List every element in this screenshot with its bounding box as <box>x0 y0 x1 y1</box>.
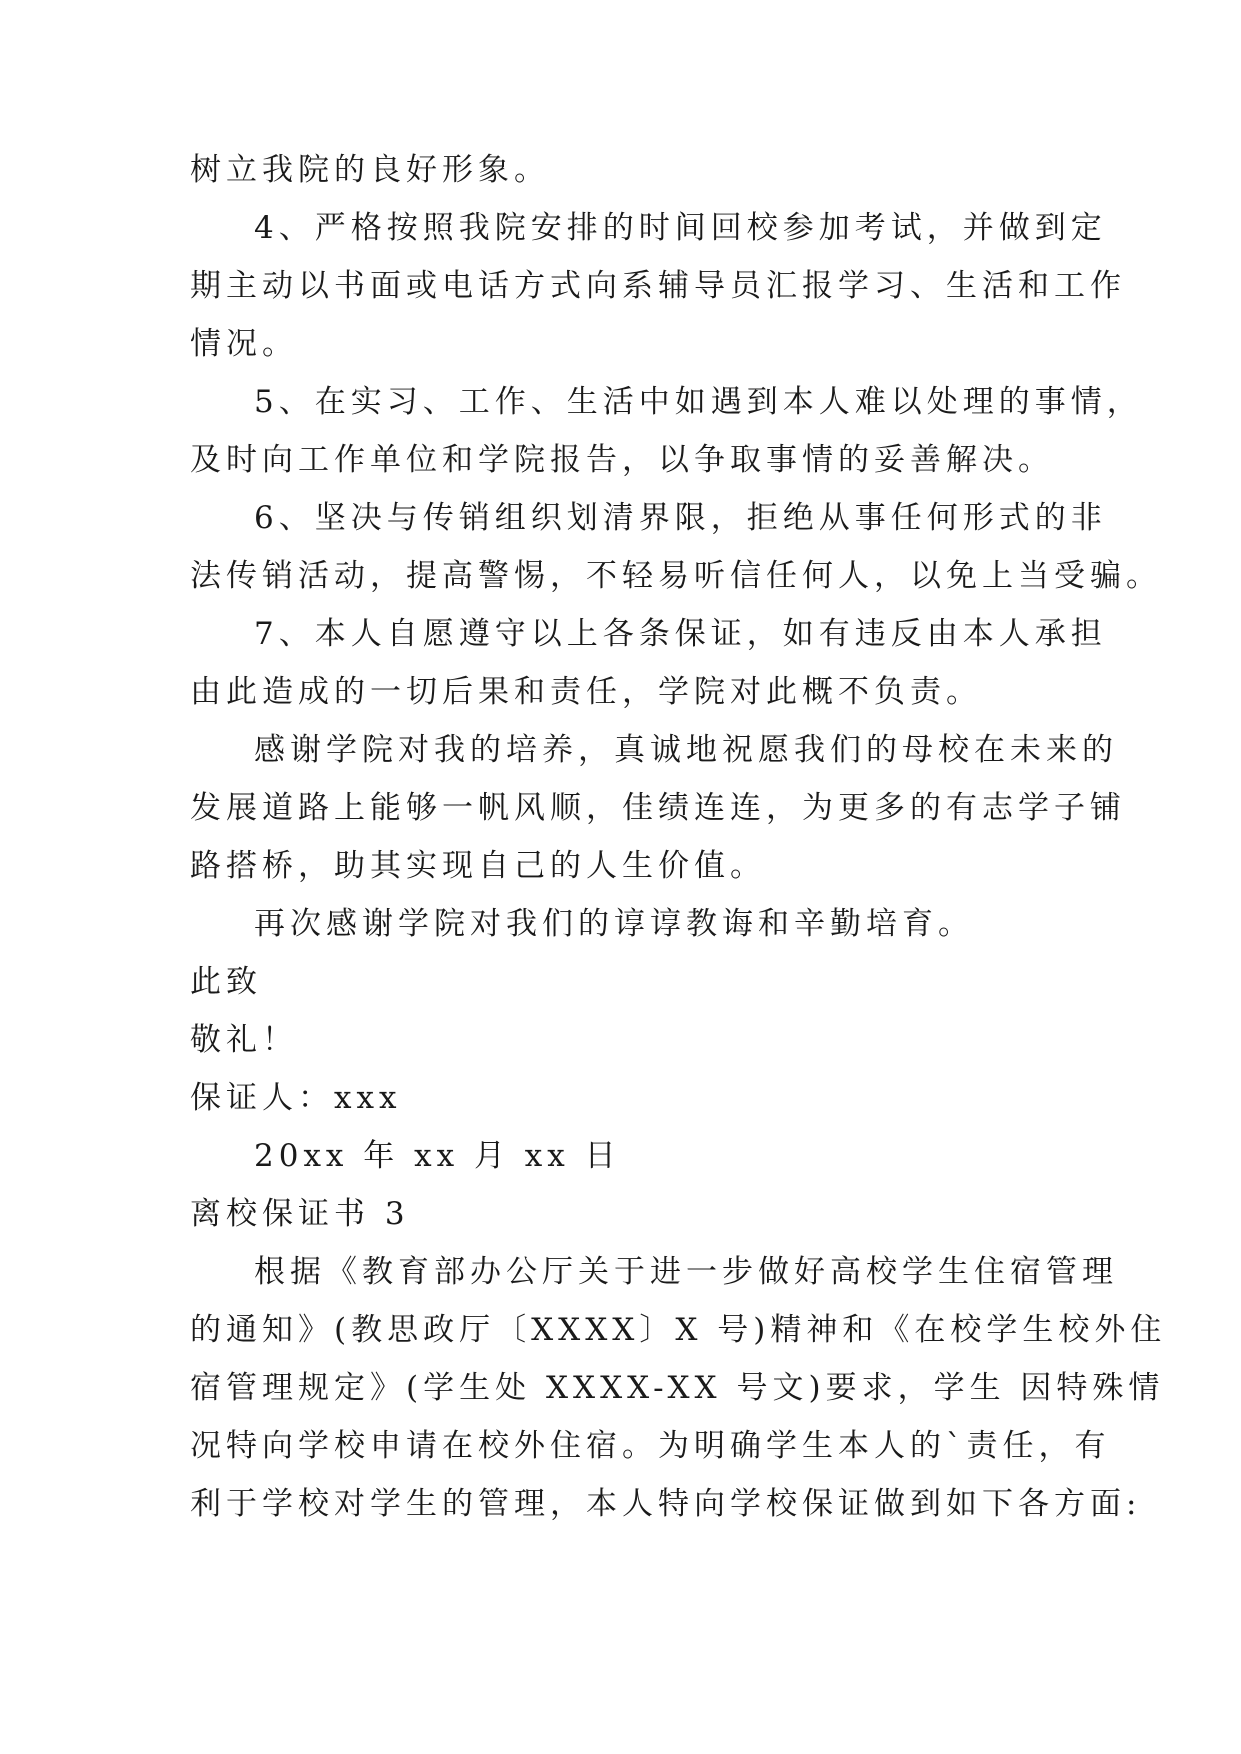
text-line: 6、坚决与传销组织划清界限，拒绝从事任何形式的非 <box>254 500 1107 536</box>
text-line: 的通知》(教思政厅〔XXXX〕X 号)精神和《在校学生校外住 <box>190 1312 1167 1348</box>
text-line: 法传销活动，提高警惕，不轻易听信任何人，以免上当受骗。 <box>190 558 1162 594</box>
text-line: 树立我院的良好形象。 <box>190 152 550 188</box>
text-line: 由此造成的一切后果和责任，学院对此概不负责。 <box>190 674 982 710</box>
text-line: 7、本人自愿遵守以上各条保证，如有违反由本人承担 <box>254 616 1107 652</box>
text-line: 路搭桥，助其实现自己的人生价值。 <box>190 848 766 884</box>
text-line: 况特向学校申请在校外住宿。为明确学生本人的`责任，有 <box>190 1428 1111 1464</box>
text-line: 期主动以书面或电话方式向系辅导员汇报学习、生活和工作 <box>190 268 1126 304</box>
text-line: 再次感谢学院对我们的谆谆教诲和辛勤培育。 <box>254 906 974 942</box>
text-line: 及时向工作单位和学院报告，以争取事情的妥善解决。 <box>190 442 1054 478</box>
text-line: 发展道路上能够一帆风顺，佳绩连连，为更多的有志学子铺 <box>190 790 1126 826</box>
section-title: 离校保证书 3 <box>190 1196 410 1232</box>
text-line: 情况。 <box>190 326 298 362</box>
date-line: 20xx 年 xx 月 xx 日 <box>254 1138 621 1174</box>
text-line: 5、在实习、工作、生活中如遇到本人难以处理的事情， <box>254 384 1143 420</box>
text-line: 感谢学院对我的培养，真诚地祝愿我们的母校在未来的 <box>254 732 1118 768</box>
closing-salutation: 敬礼！ <box>190 1022 298 1058</box>
closing-salutation: 此致 <box>190 964 262 1000</box>
text-line: 利于学校对学生的管理，本人特向学校保证做到如下各方面: <box>190 1486 1142 1522</box>
text-line: 宿管理规定》(学生处 XXXX-XX 号文)要求，学生 因特殊情 <box>190 1370 1165 1406</box>
text-line: 根据《教育部办公厅关于进一步做好高校学生住宿管理 <box>254 1254 1118 1290</box>
signer-line: 保证人：xxx <box>190 1080 402 1116</box>
text-line: 4、严格按照我院安排的时间回校参加考试，并做到定 <box>254 210 1107 246</box>
